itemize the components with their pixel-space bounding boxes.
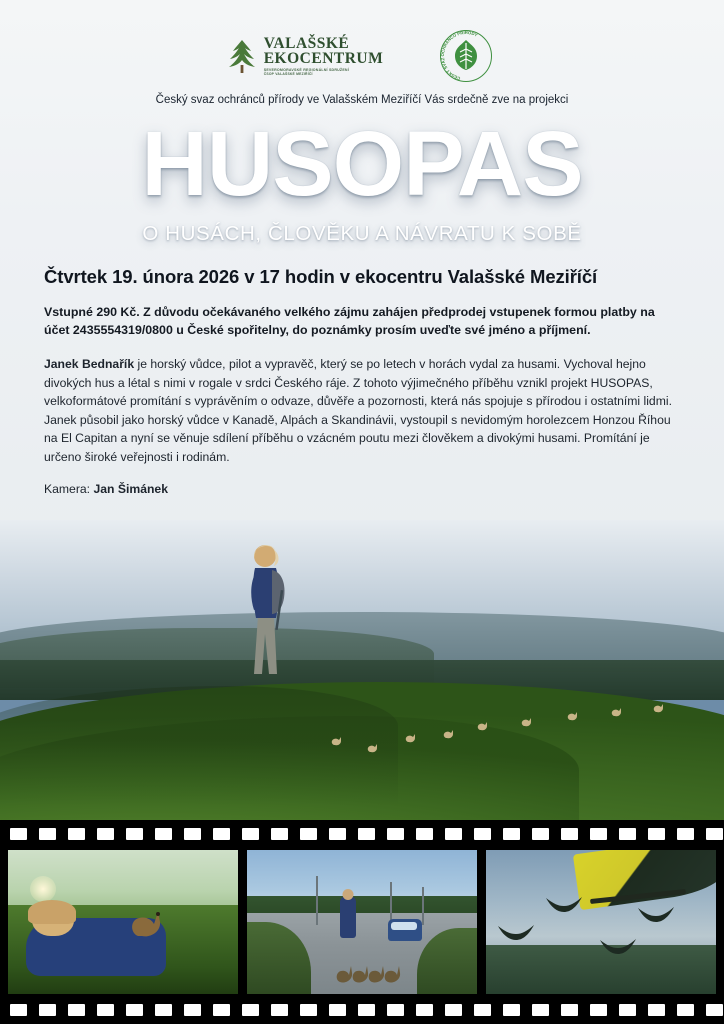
photo-hang-glider-flying-with-geese (486, 850, 716, 994)
logo-row (0, 28, 724, 84)
invitation-line: Český svaz ochránců přírody ve Valašském Meziříčí Vás srdečně zve na projekci (155, 94, 569, 106)
perforation (329, 828, 346, 840)
logo-valasske-text (264, 36, 384, 77)
logo-line-4: ČSOP VALAŠSKÉ MEZIŘÍČÍ (263, 72, 313, 77)
perforation (474, 1004, 491, 1016)
perforation (532, 828, 549, 840)
perforation (126, 828, 143, 840)
perforation (39, 828, 56, 840)
perforation (97, 828, 114, 840)
title-block (0, 113, 724, 246)
perforation (706, 828, 723, 840)
perforation (677, 828, 694, 840)
goose-flying-icon (636, 904, 676, 926)
goose-flying-icon (496, 922, 536, 944)
page-title: HUSOPAS (141, 113, 583, 215)
description-paragraph (44, 355, 682, 466)
frame2-man-head (343, 889, 354, 900)
perforation (503, 1004, 520, 1016)
perforation (184, 1004, 201, 1016)
perforation (329, 1004, 346, 1016)
goose-icon (566, 710, 579, 722)
perforation (706, 1004, 723, 1016)
frame2-lamp-post (422, 887, 424, 924)
logo-csop (435, 30, 497, 82)
goose-icon (652, 702, 665, 714)
perforation (358, 828, 375, 840)
perforation (155, 1004, 172, 1016)
perforation (126, 1004, 143, 1016)
perforation (445, 1004, 462, 1016)
perforation (561, 828, 578, 840)
csop-ring-label: ČESKÝ SVAZ OCHRÁNCŮ PŘÍRODY (440, 30, 479, 82)
hero-photo (0, 520, 724, 820)
filmstrip-perforations-top (0, 826, 724, 842)
perforation (474, 828, 491, 840)
perforation (97, 1004, 114, 1016)
ticket-info-paragraph: Vstupné 290 Kč. Z důvodu očekávaného velkého zájmu zahájen předprodej vstupenek formou platby na účet 2435554319/0800 u České spořitelny, do poznámky prosím uveďte své jméno a příjmení. (44, 305, 655, 337)
perforation (39, 1004, 56, 1016)
perforation (358, 1004, 375, 1016)
perforation (648, 1004, 665, 1016)
frame2-car-window (391, 922, 417, 930)
perforation (590, 828, 607, 840)
perforation (387, 828, 404, 840)
perforation (184, 828, 201, 840)
goose-icon (520, 716, 533, 728)
perforation (648, 828, 665, 840)
perforation (213, 828, 230, 840)
frame2-man-body (340, 896, 356, 938)
goose-flying-icon (544, 894, 584, 916)
perforation (387, 1004, 404, 1016)
description-text: je horský vůdce, pilot a vypravěč, který se po letech v horách vydal za husami. Vychoval hejno divokých hus a létal s nimi v rogale v srdci Českého ráje. Z tohoto výjimečného příběhu vznikl projekt HUSOPAS, velkoformátové promítání s vyprávěním o odvaze, důvěře a pozornosti, která nás spojuje s přírodou i ostatními lidmi. Janek působil jako horský vůdce v Kanadě, Alpách a Skandinávii, vystoupil s nevidomým horolezcem Honzou Říhou na El Capitan a nyní se věnuje sdílení příběhu o vzácném poutu mezi člověkem a divokými husami. Promítání je určeno široké veřejnosti i rodinám. (44, 357, 672, 464)
leaf-icon (451, 39, 481, 71)
perforation (271, 1004, 288, 1016)
camera-label: Kamera: (44, 482, 94, 496)
info-text-block (44, 266, 682, 496)
goose-icon (330, 735, 343, 747)
speaker-name: Janek Bednařík (44, 357, 135, 371)
goose-group-icon (334, 960, 404, 986)
goose-icon (128, 908, 164, 938)
perforation (590, 1004, 607, 1016)
perforation (68, 1004, 85, 1016)
perforation (677, 1004, 694, 1016)
perforation (271, 828, 288, 840)
perforation (300, 1004, 317, 1016)
logo-line-3: SEVEROMORAVSKÉ REGIONÁLNÍ SDRUŽENÍ (263, 67, 349, 72)
goose-flying-icon (598, 936, 638, 958)
perforation (503, 828, 520, 840)
frame1-sun (30, 876, 56, 902)
perforation (445, 828, 462, 840)
tree-icon (227, 38, 257, 74)
perforation (300, 828, 317, 840)
filmstrip-frames (8, 850, 716, 994)
filmstrip-perforations-bottom (0, 1002, 724, 1018)
page-subtitle: O HUSÁCH, ČLOVĚKU A NÁVRATU K SOBĚ (142, 222, 582, 245)
perforation (242, 1004, 259, 1016)
perforation (561, 1004, 578, 1016)
goose-icon (476, 720, 489, 732)
perforation (68, 828, 85, 840)
frame2-lamp-post (316, 876, 318, 925)
perforation (242, 828, 259, 840)
camera-credit (44, 482, 682, 496)
perforation (416, 1004, 433, 1016)
perforation (619, 828, 636, 840)
logo-line-2: EKOCENTRUM (263, 50, 384, 67)
man-silhouette (238, 524, 294, 694)
logo-valasske-ekocentrum (227, 36, 384, 77)
perforation (416, 828, 433, 840)
perforation (619, 1004, 636, 1016)
photo-man-walking-road-with-geese (247, 850, 477, 994)
logo-line-1: VALAŠSKÉ (263, 34, 350, 52)
photo-man-lying-in-grass-with-goose (8, 850, 238, 994)
goose-icon (442, 728, 455, 740)
camera-name: Jan Šimánek (93, 482, 168, 496)
perforation (532, 1004, 549, 1016)
perforation (10, 828, 27, 840)
goose-icon (404, 732, 417, 744)
goose-icon (610, 706, 623, 718)
goose-icon (366, 742, 379, 754)
filmstrip (0, 820, 724, 1024)
event-date-line: Čtvrtek 19. února 2026 v 17 hodin v ekocentru Valašské Meziříčí (44, 266, 598, 287)
frame1-man-hair (28, 900, 76, 924)
perforation (10, 1004, 27, 1016)
perforation (213, 1004, 230, 1016)
perforation (155, 828, 172, 840)
